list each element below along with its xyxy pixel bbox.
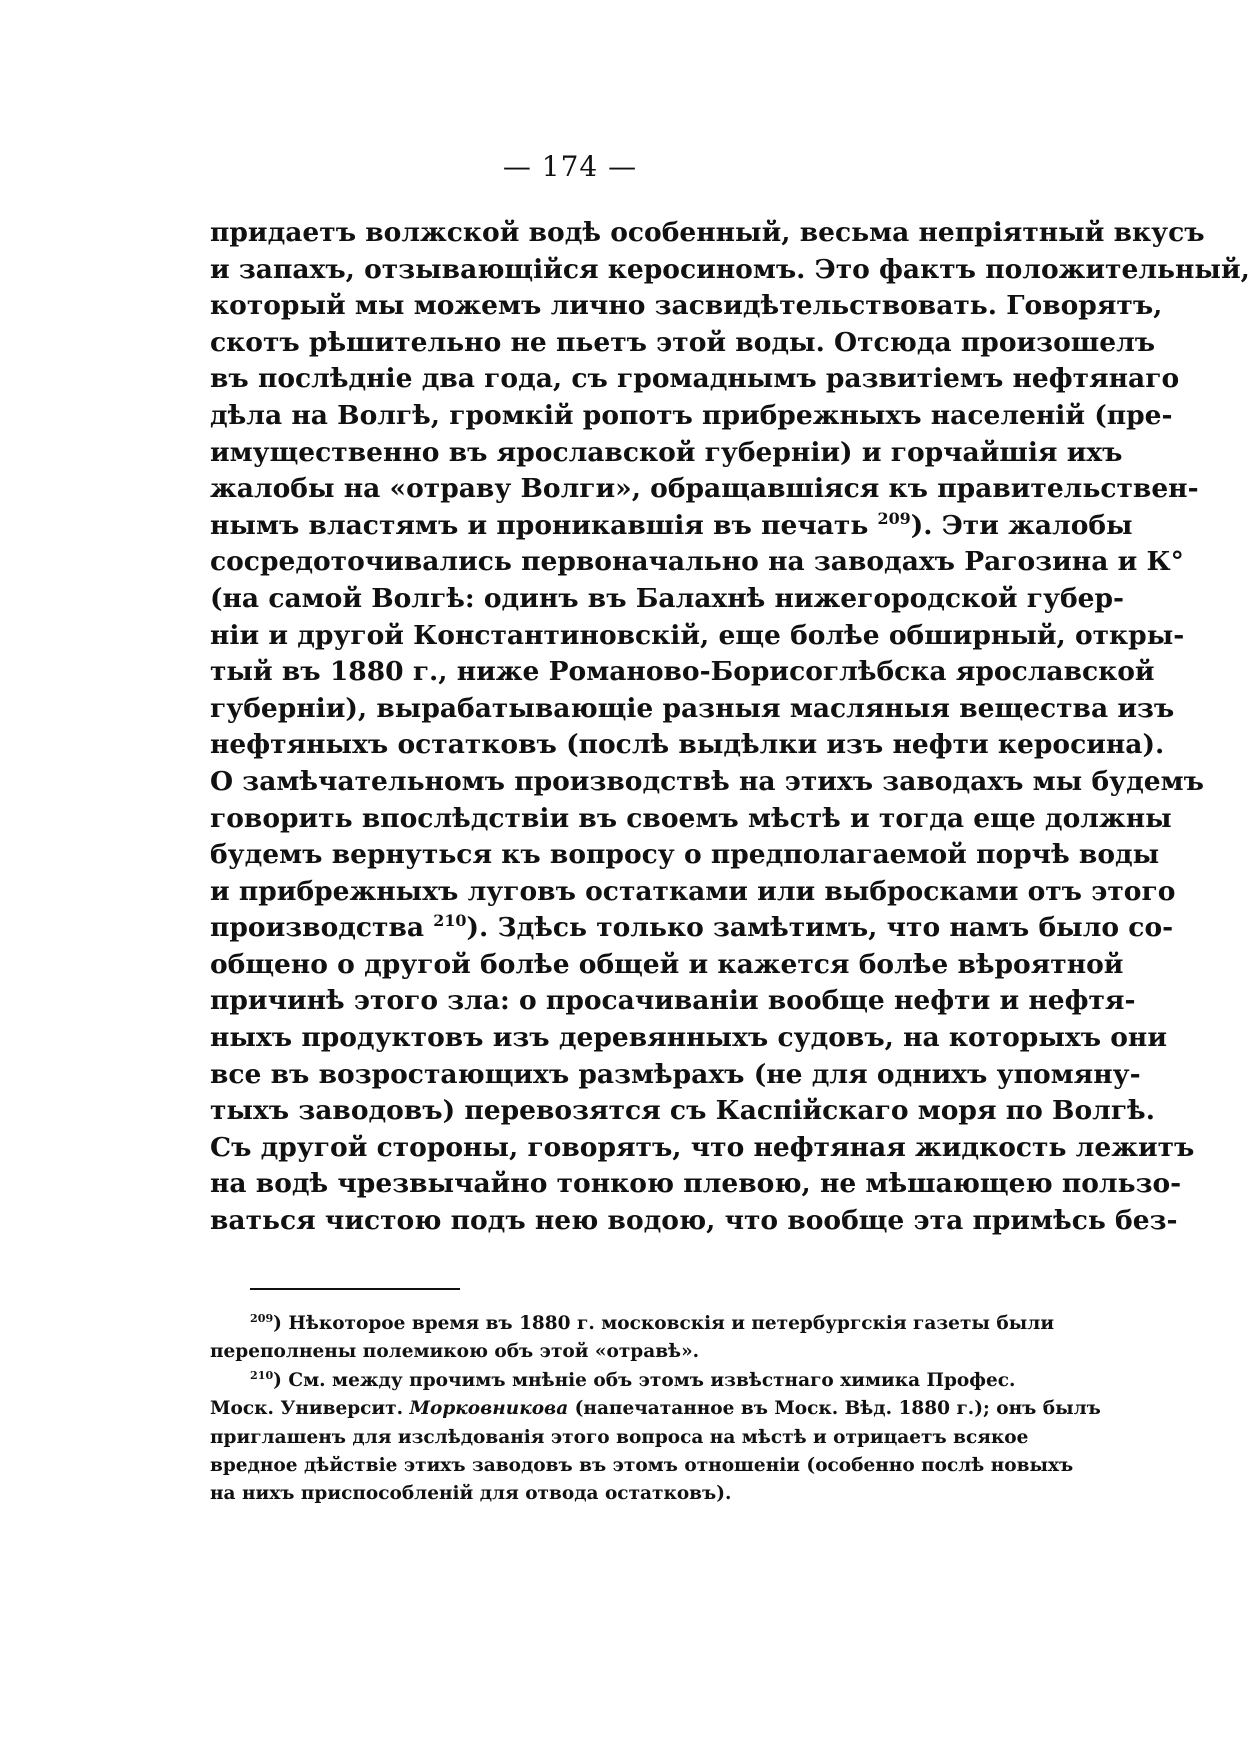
footnote-text: ) Нѣкоторое время въ 1880 г. московскія и петербургскія газеты были (273, 1313, 1055, 1334)
text-line: О замѣчательномъ производствѣ на этихъ заводахъ мы будемъ (210, 765, 1204, 797)
footnote-209-line (210, 1310, 1055, 1338)
main-text (210, 215, 1250, 1240)
footnote-text: Моск. Университ. (210, 1398, 410, 1420)
text-line: ніи и другой Константиновскій, еще болѣе обширный, откры- (210, 619, 1185, 651)
text-line: Съ другой стороны, говорятъ, что нефтяная жидкость лежитъ (210, 1131, 1195, 1163)
text-line: будемъ вернуться къ вопросу о предполагаемой порчѣ воды (210, 839, 1160, 871)
text-line: жалобы на «отраву Волги», обращавшіяся къ правительствен- (210, 473, 1199, 505)
text-line: придаетъ волжской водѣ особенный, весьма непріятный вкусъ (210, 217, 1205, 248)
footnote-210-line: на нихъ приспособленій для отвода остатковъ). (210, 1483, 732, 1505)
text-line: нефтяныхъ остатковъ (послѣ выдѣлки изъ нефти керосина). (210, 729, 1165, 761)
page-number: — 174 — (502, 150, 638, 183)
footnote-210-line (210, 1395, 1101, 1423)
text-line: ныхъ продуктовъ изъ деревянныхъ судовъ, на которыхъ они (210, 1022, 1167, 1054)
footnote-mark-209: 209 (250, 1311, 274, 1325)
footnote-210-line: вредное дѣйствіе этихъ заводовъ въ этомъ отношеніи (особенно послѣ новыхъ (210, 1454, 1074, 1476)
text-segment: нымъ властямъ и проникавшія въ печать (210, 509, 869, 541)
text-segment: ). Эти жалобы (910, 509, 1133, 541)
text-line: скотъ рѣшительно не пьетъ этой воды. Отсюда произошелъ (210, 326, 1156, 358)
text-line: сосредоточивались первоначально на заводахъ Рагозина и К° (210, 546, 1184, 578)
text-line: (на самой Волгѣ: одинъ въ Балахнѣ нижегородской губер- (210, 582, 1125, 614)
text-line: въ послѣдніе два года, съ громаднымъ развитіемъ нефтянаго (210, 363, 1180, 395)
footnote-ref-210: 210 (433, 911, 467, 931)
footnote-209-line: переполнены полемикою объ этой «отравѣ». (210, 1341, 700, 1363)
text-line: причинѣ этого зла: о просачиваніи вообще нефти и нефтя- (210, 985, 1136, 1017)
text-line: имущественно въ ярославской губерніи) и горчайшія ихъ (210, 436, 1123, 468)
text-line-with-footnote-ref (210, 910, 1174, 947)
text-segment: ). Здѣсь только замѣтимъ, что намъ было со- (466, 912, 1174, 944)
footnote-divider (250, 1288, 460, 1290)
text-line: который мы можемъ лично засвидѣтельствовать. Говорятъ, (210, 290, 1163, 322)
text-line: и запахъ, отзывающійся керосиномъ. Это фактъ положительный, (210, 253, 1250, 285)
footnote-210-line (210, 1367, 1016, 1395)
text-line: ваться чистою подъ нею водою, что вообще эта примѣсь без- (210, 1205, 1178, 1237)
text-line: и прибрежныхъ луговъ остатками или выбросками отъ этого (210, 875, 1176, 907)
text-line: тыхъ заводовъ) перевозятся съ Каспійскаго моря по Волгѣ. (210, 1095, 1155, 1127)
text-segment: производства (210, 912, 425, 944)
footnote-mark-210: 210 (250, 1368, 274, 1382)
footnote-text: (напечатанное въ Моск. Вѣд. 1880 г.); онъ былъ (568, 1398, 1101, 1420)
text-line: губерніи), вырабатывающіе разныя масляныя вещества изъ (210, 692, 1175, 724)
text-line-with-footnote-ref (210, 508, 1133, 545)
text-line: говорить впослѣдствіи въ своемъ мѣстѣ и тогда еще должны (210, 802, 1172, 834)
footnote-text: ) См. между прочимъ мнѣніе объ этомъ извѣстнаго химика Профес. (273, 1369, 1016, 1391)
text-line: на водѣ чрезвычайно тонкою плевою, не мѣшающею пользо- (210, 1168, 1182, 1200)
footnote-ref-209: 209 (877, 508, 911, 528)
footnotes (210, 1310, 1101, 1509)
author-name: Морковникова (409, 1398, 569, 1420)
footnote-210-line: приглашенъ для изслѣдованія этого вопроса на мѣстѣ и отрицаетъ всякое (210, 1426, 1029, 1448)
text-line: все въ возростающихъ размѣрахъ (не для однихъ упомяну- (210, 1058, 1141, 1090)
text-line: дѣла на Волгѣ, громкій ропотъ прибрежныхъ населеній (пре- (210, 399, 1173, 431)
text-line: тый въ 1880 г., ниже Романово-Борисоглѣбска ярославской (210, 656, 1155, 688)
text-line: общено о другой болѣе общей и кажется болѣе вѣроятной (210, 948, 1124, 980)
